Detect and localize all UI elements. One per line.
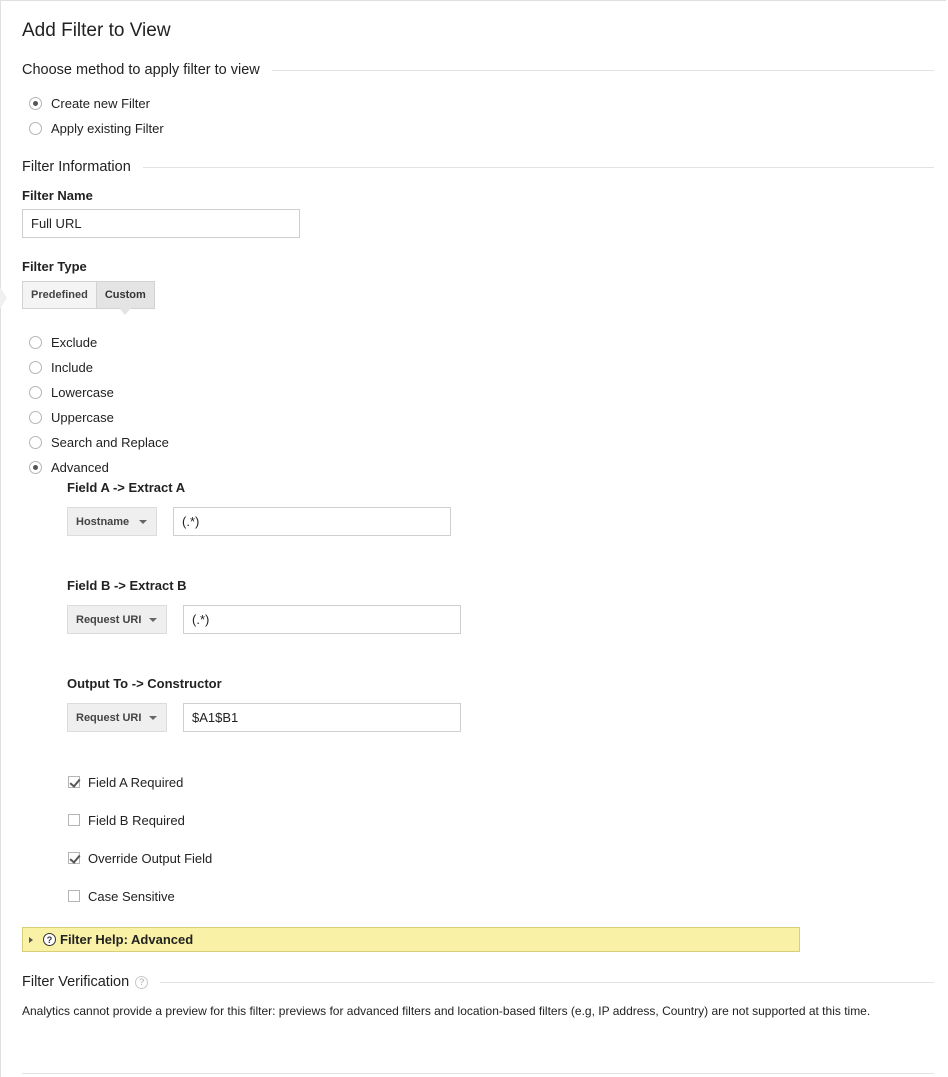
help-question-icon: ? [43, 933, 56, 946]
tab-predefined[interactable]: Predefined [22, 281, 97, 309]
field-a-extract-input[interactable] [173, 507, 451, 536]
radio-exclude-label[interactable]: Exclude [51, 334, 98, 350]
radio-exclude[interactable] [29, 333, 97, 351]
field-b-extract-input[interactable] [183, 605, 461, 634]
radio-advanced-label[interactable]: Advanced [51, 459, 109, 475]
checkbox-field-a-required-control[interactable] [68, 776, 80, 788]
field-b-label: Field B -> Extract B [67, 578, 187, 593]
radio-advanced[interactable] [29, 458, 109, 476]
output-label: Output To -> Constructor [67, 676, 222, 691]
radio-uppercase-control[interactable] [29, 411, 42, 424]
method-heading: Choose method to apply filter to view [22, 62, 260, 78]
field-a-label: Field A -> Extract A [67, 480, 186, 495]
radio-include-control[interactable] [29, 361, 42, 374]
checkbox-field-a-required[interactable] [68, 773, 183, 791]
checkbox-field-b-required-label[interactable]: Field B Required [88, 812, 185, 828]
radio-uppercase-label[interactable]: Uppercase [51, 409, 114, 425]
checkbox-case-sensitive[interactable] [68, 887, 175, 905]
verification-message: Analytics cannot provide a preview for this filter: previews for advanced filters and location-based filters (e.g, IP address, Country) are not supported at this time. [22, 1004, 871, 1018]
checkbox-override-output-field-label[interactable]: Override Output Field [88, 850, 213, 866]
radio-lowercase[interactable] [29, 383, 114, 401]
filter-type-label: Filter Type [22, 259, 87, 274]
filter-info-section-header [22, 157, 934, 177]
radio-apply-existing-filter-control[interactable] [29, 122, 42, 135]
radio-include[interactable] [29, 358, 93, 376]
verification-help-icon[interactable]: ? [135, 976, 148, 989]
verification-section-header [22, 972, 934, 992]
filter-type-toggle [22, 281, 155, 309]
method-section-header [22, 60, 934, 80]
radio-lowercase-control[interactable] [29, 386, 42, 399]
field-a-dropdown[interactable] [67, 507, 157, 536]
method-divider [272, 70, 934, 71]
expand-triangle-icon [29, 937, 33, 943]
radio-create-new-filter-label[interactable]: Create new Filter [51, 95, 150, 111]
chevron-down-icon [139, 520, 147, 524]
checkbox-override-output-field-control[interactable] [68, 852, 80, 864]
output-dropdown-value: Request URI [76, 711, 142, 724]
filter-info-divider [143, 167, 934, 168]
output-constructor-input[interactable] [183, 703, 461, 732]
field-a-dropdown-value: Hostname [76, 515, 130, 528]
radio-create-new-filter-control[interactable] [29, 97, 42, 110]
checkbox-field-b-required[interactable] [68, 811, 185, 829]
radio-search-and-replace-label[interactable]: Search and Replace [51, 434, 169, 450]
radio-search-and-replace[interactable] [29, 433, 169, 451]
verification-heading: Filter Verification [22, 974, 130, 990]
page-title: Add Filter to View [22, 20, 171, 41]
radio-exclude-control[interactable] [29, 336, 42, 349]
verification-divider [160, 982, 934, 983]
bottom-divider [22, 1073, 934, 1074]
filter-help-label: Filter Help: Advanced [60, 932, 194, 947]
radio-advanced-control[interactable] [29, 461, 42, 474]
field-b-dropdown-value: Request URI [76, 613, 142, 626]
radio-apply-existing-filter-label[interactable]: Apply existing Filter [51, 120, 164, 136]
checkbox-field-b-required-control[interactable] [68, 814, 80, 826]
chevron-down-icon [149, 716, 157, 720]
filter-name-label: Filter Name [22, 188, 93, 203]
radio-search-and-replace-control[interactable] [29, 436, 42, 449]
tab-custom[interactable]: Custom [97, 281, 155, 309]
chevron-down-icon [149, 618, 157, 622]
output-dropdown[interactable] [67, 703, 167, 732]
checkbox-override-output-field[interactable] [68, 849, 212, 867]
radio-create-new-filter[interactable] [29, 94, 150, 112]
radio-lowercase-label[interactable]: Lowercase [51, 384, 114, 400]
radio-uppercase[interactable] [29, 408, 114, 426]
side-notch-decoration [0, 287, 7, 309]
filter-info-heading: Filter Information [22, 159, 131, 175]
radio-include-label[interactable]: Include [51, 359, 93, 375]
filter-name-input[interactable] [22, 209, 300, 238]
radio-apply-existing-filter[interactable] [29, 119, 164, 137]
filter-help-toggle[interactable] [22, 927, 800, 952]
checkbox-case-sensitive-control[interactable] [68, 890, 80, 902]
field-b-dropdown[interactable] [67, 605, 167, 634]
checkbox-field-a-required-label[interactable]: Field A Required [88, 774, 184, 790]
checkbox-case-sensitive-label[interactable]: Case Sensitive [88, 888, 175, 904]
